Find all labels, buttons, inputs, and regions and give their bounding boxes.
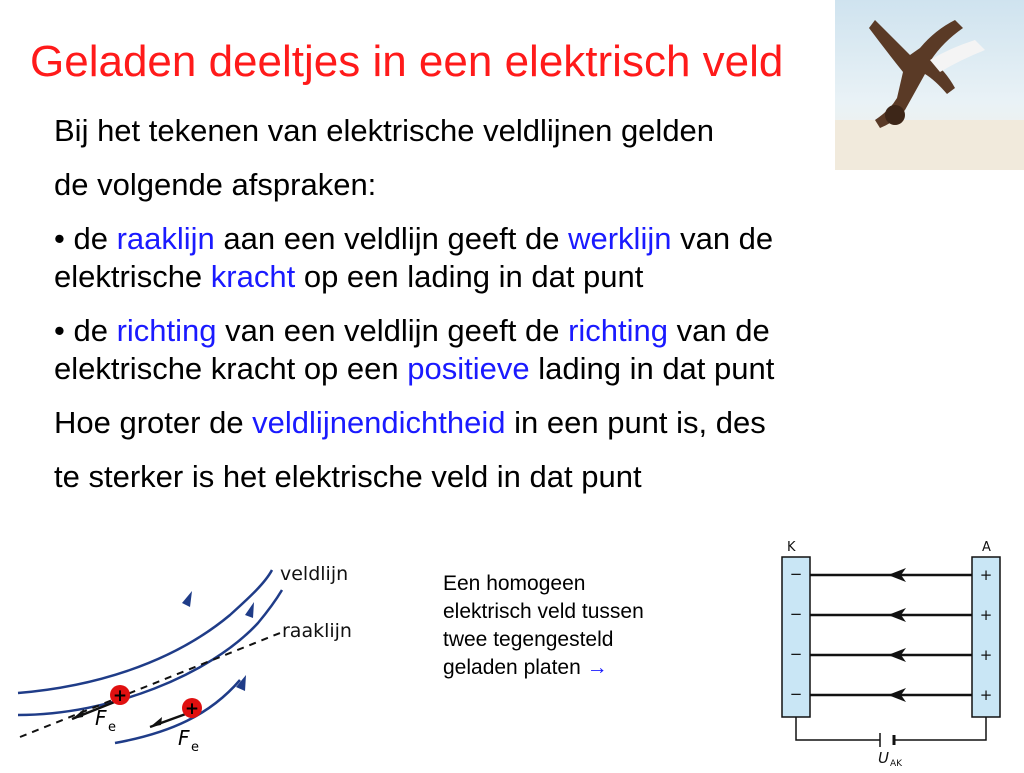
bullet-2-text: • de <box>54 313 117 348</box>
bullet-1-text: van de <box>671 221 774 256</box>
term-kracht: kracht <box>210 259 296 294</box>
term-richting: richting <box>116 313 217 348</box>
minus-sign: − <box>789 605 803 623</box>
bullet-2 <box>54 312 1004 388</box>
force-label: F <box>178 726 190 750</box>
field-line <box>18 590 282 715</box>
label-raaklijn: raaklijn <box>282 620 352 642</box>
field-arrow <box>245 602 254 618</box>
density-text: Hoe groter de <box>54 405 253 440</box>
density-text: in een punt is, des <box>505 405 766 440</box>
circuit-wire <box>796 717 986 740</box>
field-line <box>18 570 272 693</box>
term-positieve: positieve <box>407 351 530 386</box>
force-subscript: e <box>108 720 116 735</box>
voltage-label: U <box>878 749 889 767</box>
force-label: F <box>95 706 107 730</box>
bullet-1-text: elektrische <box>54 259 211 294</box>
slide-title: Geladen deeltjes in een elektrisch veld <box>30 37 784 86</box>
label-k: K <box>787 540 796 555</box>
term-veldlijnendichtheid: veldlijnendichtheid <box>252 405 506 440</box>
bullet-1-text: op een lading in dat punt <box>295 259 644 294</box>
caption-line <box>443 654 733 682</box>
force-subscript: e <box>191 740 199 755</box>
term-raaklijn: raaklijn <box>116 221 215 256</box>
plus-sign: + <box>979 646 993 664</box>
right-arrow-icon: → <box>586 656 608 679</box>
slide-content <box>54 112 1004 496</box>
caption-line: elektrisch veld tussen <box>443 600 644 623</box>
caption-line: twee tegengesteld <box>443 628 614 651</box>
label-veldlijn: veldlijn <box>280 563 349 585</box>
charge-sign: + <box>184 699 200 719</box>
bullet-2-text: lading in dat punt <box>529 351 775 386</box>
caption-text: geladen platen <box>443 656 587 679</box>
plus-sign: + <box>979 686 993 704</box>
caption-line: Een homogeen <box>443 572 586 595</box>
intro-line-2: de volgende afspraken: <box>54 167 377 202</box>
intro-line-1: Bij het tekenen van elektrische veldlijnen gelden <box>54 113 715 148</box>
density-line-2: te sterker is het elektrische veld in dat punt <box>54 459 642 494</box>
label-a: A <box>982 540 991 555</box>
charge-sign: + <box>112 686 128 706</box>
parallel-plates-diagram <box>760 535 1024 768</box>
bullet-1-text: aan een veldlijn geeft de <box>214 221 569 256</box>
density-line-1 <box>54 404 1004 442</box>
field-arrow <box>182 591 192 607</box>
plus-sign: + <box>979 566 993 584</box>
term-richting: richting <box>568 313 669 348</box>
bullet-2-text: van een veldlijn geeft de <box>216 313 569 348</box>
minus-sign: − <box>789 645 803 663</box>
minus-sign: − <box>789 565 803 583</box>
bullet-1 <box>54 220 1004 296</box>
bullet-2-text: van de <box>668 313 770 348</box>
bullet-2-text: elektrische kracht op een <box>54 351 408 386</box>
field-line-diagram <box>10 555 390 765</box>
minus-sign: − <box>789 685 803 703</box>
term-werklijn: werklijn <box>568 221 672 256</box>
voltage-subscript: AK <box>890 759 903 768</box>
figure-caption <box>443 570 733 682</box>
bullet-1-text: • de <box>54 221 117 256</box>
plus-sign: + <box>979 606 993 624</box>
